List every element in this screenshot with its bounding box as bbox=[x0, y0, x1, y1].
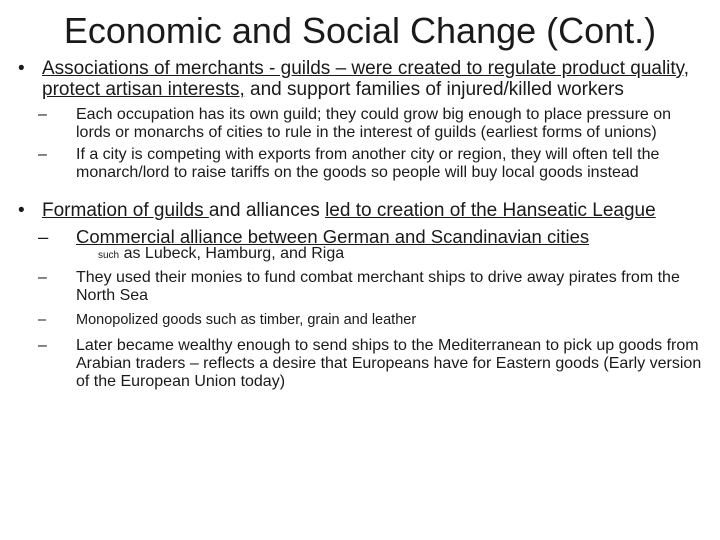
slide-title: Economic and Social Change (Cont.) bbox=[63, 10, 657, 51]
alliance-small-word: such bbox=[98, 250, 120, 261]
dash-marker: – bbox=[38, 312, 47, 328]
dash-marker: – bbox=[38, 269, 47, 286]
bullet-dot: • bbox=[18, 200, 25, 221]
dash-marker: – bbox=[38, 106, 47, 123]
sub-bullet-tariffs bbox=[26, 146, 710, 182]
sub-bullet-text: Each occupation has its own guild; they could grow big enough to place pressure on lords or monarchs of cities to rule in the interest of guilds (earliest forms of unions) bbox=[76, 106, 672, 141]
sub-bullet-text: Monopolized goods such as timber, grain and leather bbox=[76, 312, 417, 328]
bullet-hanseatic-underlined-1: Formation of guilds bbox=[42, 200, 209, 221]
bullet-guilds-text: and support families of injured/killed workers bbox=[244, 79, 624, 100]
sub-bullet-commercial-alliance bbox=[26, 227, 710, 247]
alliance-cities-line bbox=[18, 245, 710, 265]
bullet-hanseatic-text: and alliances bbox=[208, 200, 326, 221]
bullet-hanseatic-underlined-2: led to creation of the Hanseatic League bbox=[325, 200, 656, 221]
sub-bullet-mediterranean bbox=[26, 337, 710, 391]
dash-marker: – bbox=[38, 226, 49, 247]
alliance-cities: as Lubeck, Hamburg, and Riga bbox=[119, 245, 345, 262]
dash-marker: – bbox=[38, 146, 47, 163]
dash-marker: – bbox=[38, 337, 47, 354]
sub-bullet-pirates bbox=[26, 269, 710, 305]
slide-body bbox=[18, 58, 710, 395]
bullet-hanseatic bbox=[18, 200, 710, 221]
bullet-guilds-underlined: Associations of merchants - guilds – were created to regulate product quality, protect artisan interests, bbox=[42, 58, 690, 100]
bullet-dot: • bbox=[18, 58, 25, 79]
sub-bullet-text: If a city is competing with exports from another city or region, they will often tell the monarch/lord to raise tariffs on the goods so people will buy local goods instead bbox=[76, 146, 660, 181]
sub-bullet-monopolized bbox=[26, 311, 710, 329]
sub-bullet-text: They used their monies to fund combat merchant ships to drive away pirates from the North Sea bbox=[76, 269, 680, 304]
sub-bullet-alliance-underlined: Commercial alliance between German and Scandinavian cities bbox=[76, 226, 590, 247]
sub-bullet-occupation bbox=[26, 106, 710, 142]
bullet-guilds bbox=[18, 58, 710, 100]
sub-bullet-text: Later became wealthy enough to send ships to the Mediterranean to pick up goods from Arabian traders – reflects a desire that Europeans have for Eastern goods (Early version of the European Union today) bbox=[76, 337, 702, 390]
